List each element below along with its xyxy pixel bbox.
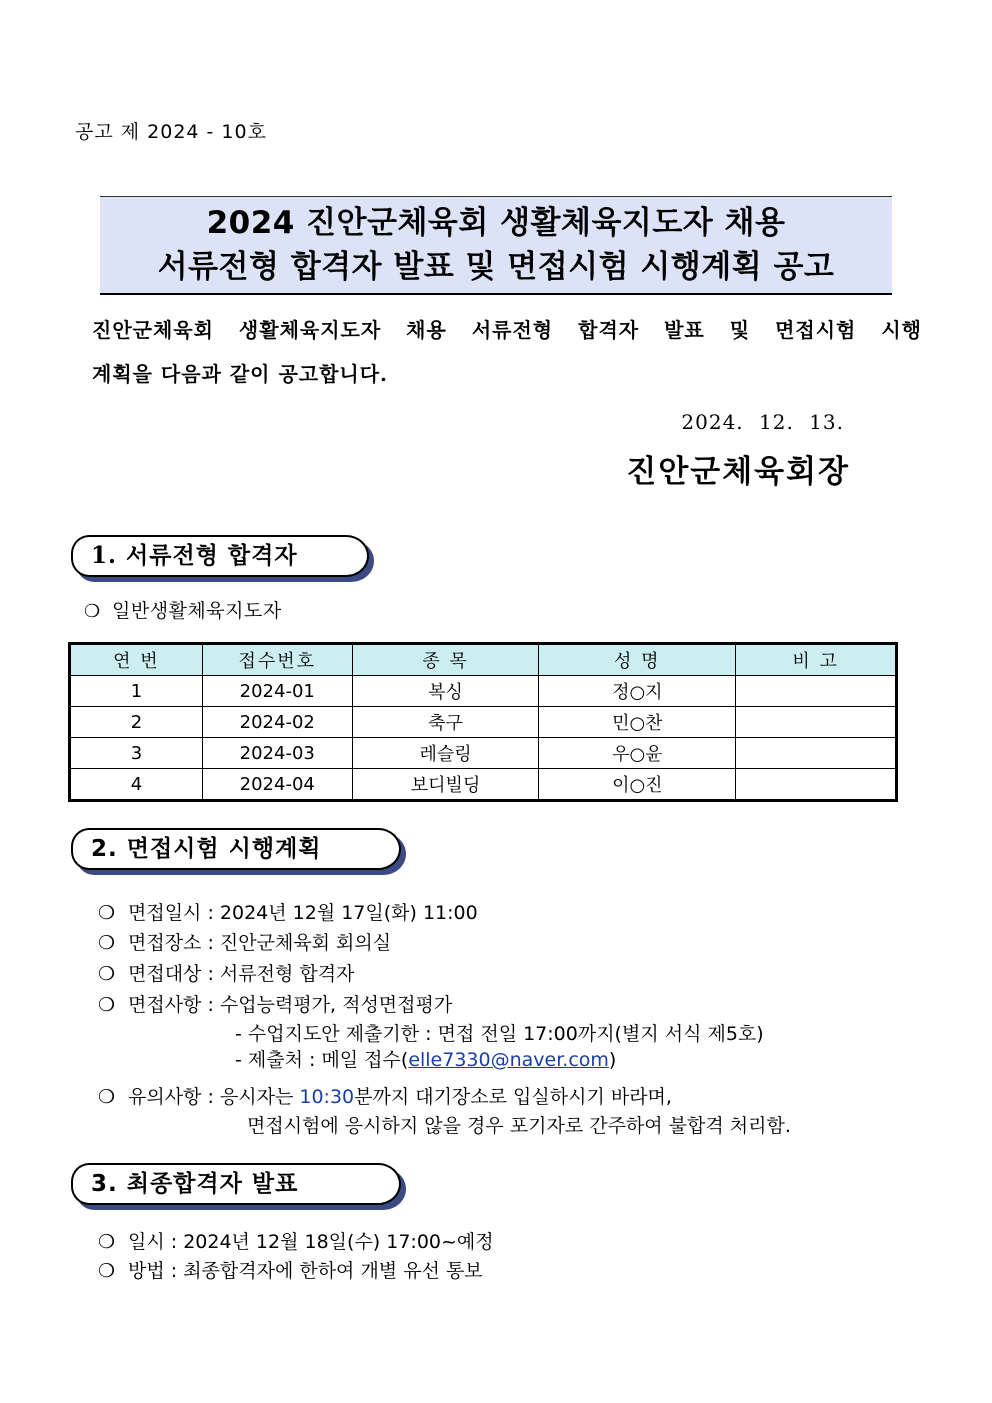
intro-line-2: 계획을 다음과 같이 공고합니다. — [92, 362, 389, 386]
intro-line-1: 진안군체육회 생활체육지도자 채용 서류전형 합격자 발표 및 면접시험 시행 — [92, 318, 922, 342]
cell-receipt-no: 2024-04 — [202, 769, 352, 800]
cell-seq: 2 — [71, 707, 203, 738]
section-2-heading-label: 2. 면접시험 시행계획 — [71, 828, 401, 870]
submission-place — [235, 1045, 616, 1072]
cell-sport: 보디빌딩 — [352, 769, 539, 800]
cell-remarks — [736, 769, 896, 800]
interview-target: 면접대상 : 서류전형 합격자 — [128, 963, 355, 985]
section-2-heading — [71, 828, 401, 870]
submission-suffix: ) — [608, 1049, 617, 1071]
cell-name: 정○지 — [539, 676, 736, 707]
cell-remarks — [736, 676, 896, 707]
cell-seq: 4 — [71, 769, 203, 800]
table-row — [71, 738, 896, 769]
header-sport: 종 목 — [352, 645, 539, 676]
title-line-2: 서류전형 합격자 발표 및 면접시험 시행계획 공고 — [157, 249, 835, 285]
notes-time: 10:30 — [299, 1086, 355, 1108]
circle-bullet-icon: ❍ — [98, 994, 116, 1016]
category-label: 일반생활체육지도자 — [112, 600, 282, 622]
notes-prefix: 유의사항 : 응시자는 — [128, 1086, 300, 1108]
circle-bullet-icon: ❍ — [98, 902, 116, 924]
cell-remarks — [736, 738, 896, 769]
cell-receipt-no: 2024-01 — [202, 676, 352, 707]
notice-number: 공고 제 2024 - 10호 — [75, 121, 267, 143]
cell-remarks — [736, 707, 896, 738]
cell-sport: 복싱 — [352, 676, 539, 707]
interview-place: 면접장소 : 진안군체육회 회의실 — [128, 932, 392, 954]
table-row — [71, 676, 896, 707]
header-remarks: 비 고 — [736, 645, 896, 676]
circle-bullet-icon: ❍ — [98, 1231, 116, 1253]
announcement-date: 2024. 12. 13. — [681, 410, 844, 434]
title-banner — [100, 196, 892, 295]
cell-seq: 3 — [71, 738, 203, 769]
issuer-name: 진안군체육회장 — [626, 454, 850, 490]
section-1-heading — [71, 535, 369, 577]
list-item — [98, 990, 452, 1017]
notes-suffix: 분까지 대기장소로 입실하시기 바라며, — [354, 1086, 672, 1108]
section-3-heading-label: 3. 최종합격자 발표 — [71, 1163, 401, 1205]
lesson-plan-deadline: - 수업지도안 제출기한 : 면접 전일 17:00까지(별지 서식 제5호) — [235, 1023, 764, 1045]
list-item — [98, 1082, 672, 1109]
notes-line-2: 면접시험에 응시하지 않을 경우 포기자로 간주하여 불합격 처리함. — [247, 1115, 791, 1137]
submission-prefix: - 제출처 : 메일 접수( — [235, 1049, 409, 1071]
cell-sport: 레슬링 — [352, 738, 539, 769]
cell-name: 우○윤 — [539, 738, 736, 769]
cell-receipt-no: 2024-02 — [202, 707, 352, 738]
final-method: 방법 : 최종합격자에 한하여 개별 유선 통보 — [128, 1260, 483, 1282]
passers-table — [70, 644, 896, 800]
cell-seq: 1 — [71, 676, 203, 707]
cell-name: 이○진 — [539, 769, 736, 800]
list-item — [98, 1227, 494, 1254]
list-item — [98, 898, 478, 925]
interview-datetime: 면접일시 : 2024년 12월 17일(화) 11:00 — [128, 902, 478, 924]
final-date: 일시 : 2024년 12월 18일(수) 17:00~예정 — [128, 1231, 494, 1253]
circle-bullet-icon: ❍ — [84, 601, 101, 622]
section-1-heading-label: 1. 서류전형 합격자 — [71, 535, 369, 577]
cell-receipt-no: 2024-03 — [202, 738, 352, 769]
header-seq: 연 번 — [71, 645, 203, 676]
header-receipt-no: 접수번호 — [202, 645, 352, 676]
cell-name: 민○찬 — [539, 707, 736, 738]
circle-bullet-icon: ❍ — [98, 1260, 116, 1282]
title-line-1: 2024 진안군체육회 생활체육지도자 채용 — [206, 205, 786, 241]
table-row — [71, 707, 896, 738]
list-item — [98, 1256, 483, 1283]
section-3-heading — [71, 1163, 401, 1205]
email-link[interactable]: elle7330@naver.com — [408, 1049, 609, 1071]
header-name: 성 명 — [539, 645, 736, 676]
list-item — [98, 959, 354, 986]
circle-bullet-icon: ❍ — [98, 963, 116, 985]
cell-sport: 축구 — [352, 707, 539, 738]
category-line — [84, 596, 282, 623]
interview-subjects: 면접사항 : 수업능력평가, 적성면접평가 — [128, 994, 453, 1016]
circle-bullet-icon: ❍ — [98, 932, 116, 954]
intro-paragraph — [92, 308, 922, 396]
list-item — [98, 928, 391, 955]
table-row — [71, 769, 896, 800]
table-header-row — [71, 645, 896, 676]
circle-bullet-icon: ❍ — [98, 1086, 116, 1108]
